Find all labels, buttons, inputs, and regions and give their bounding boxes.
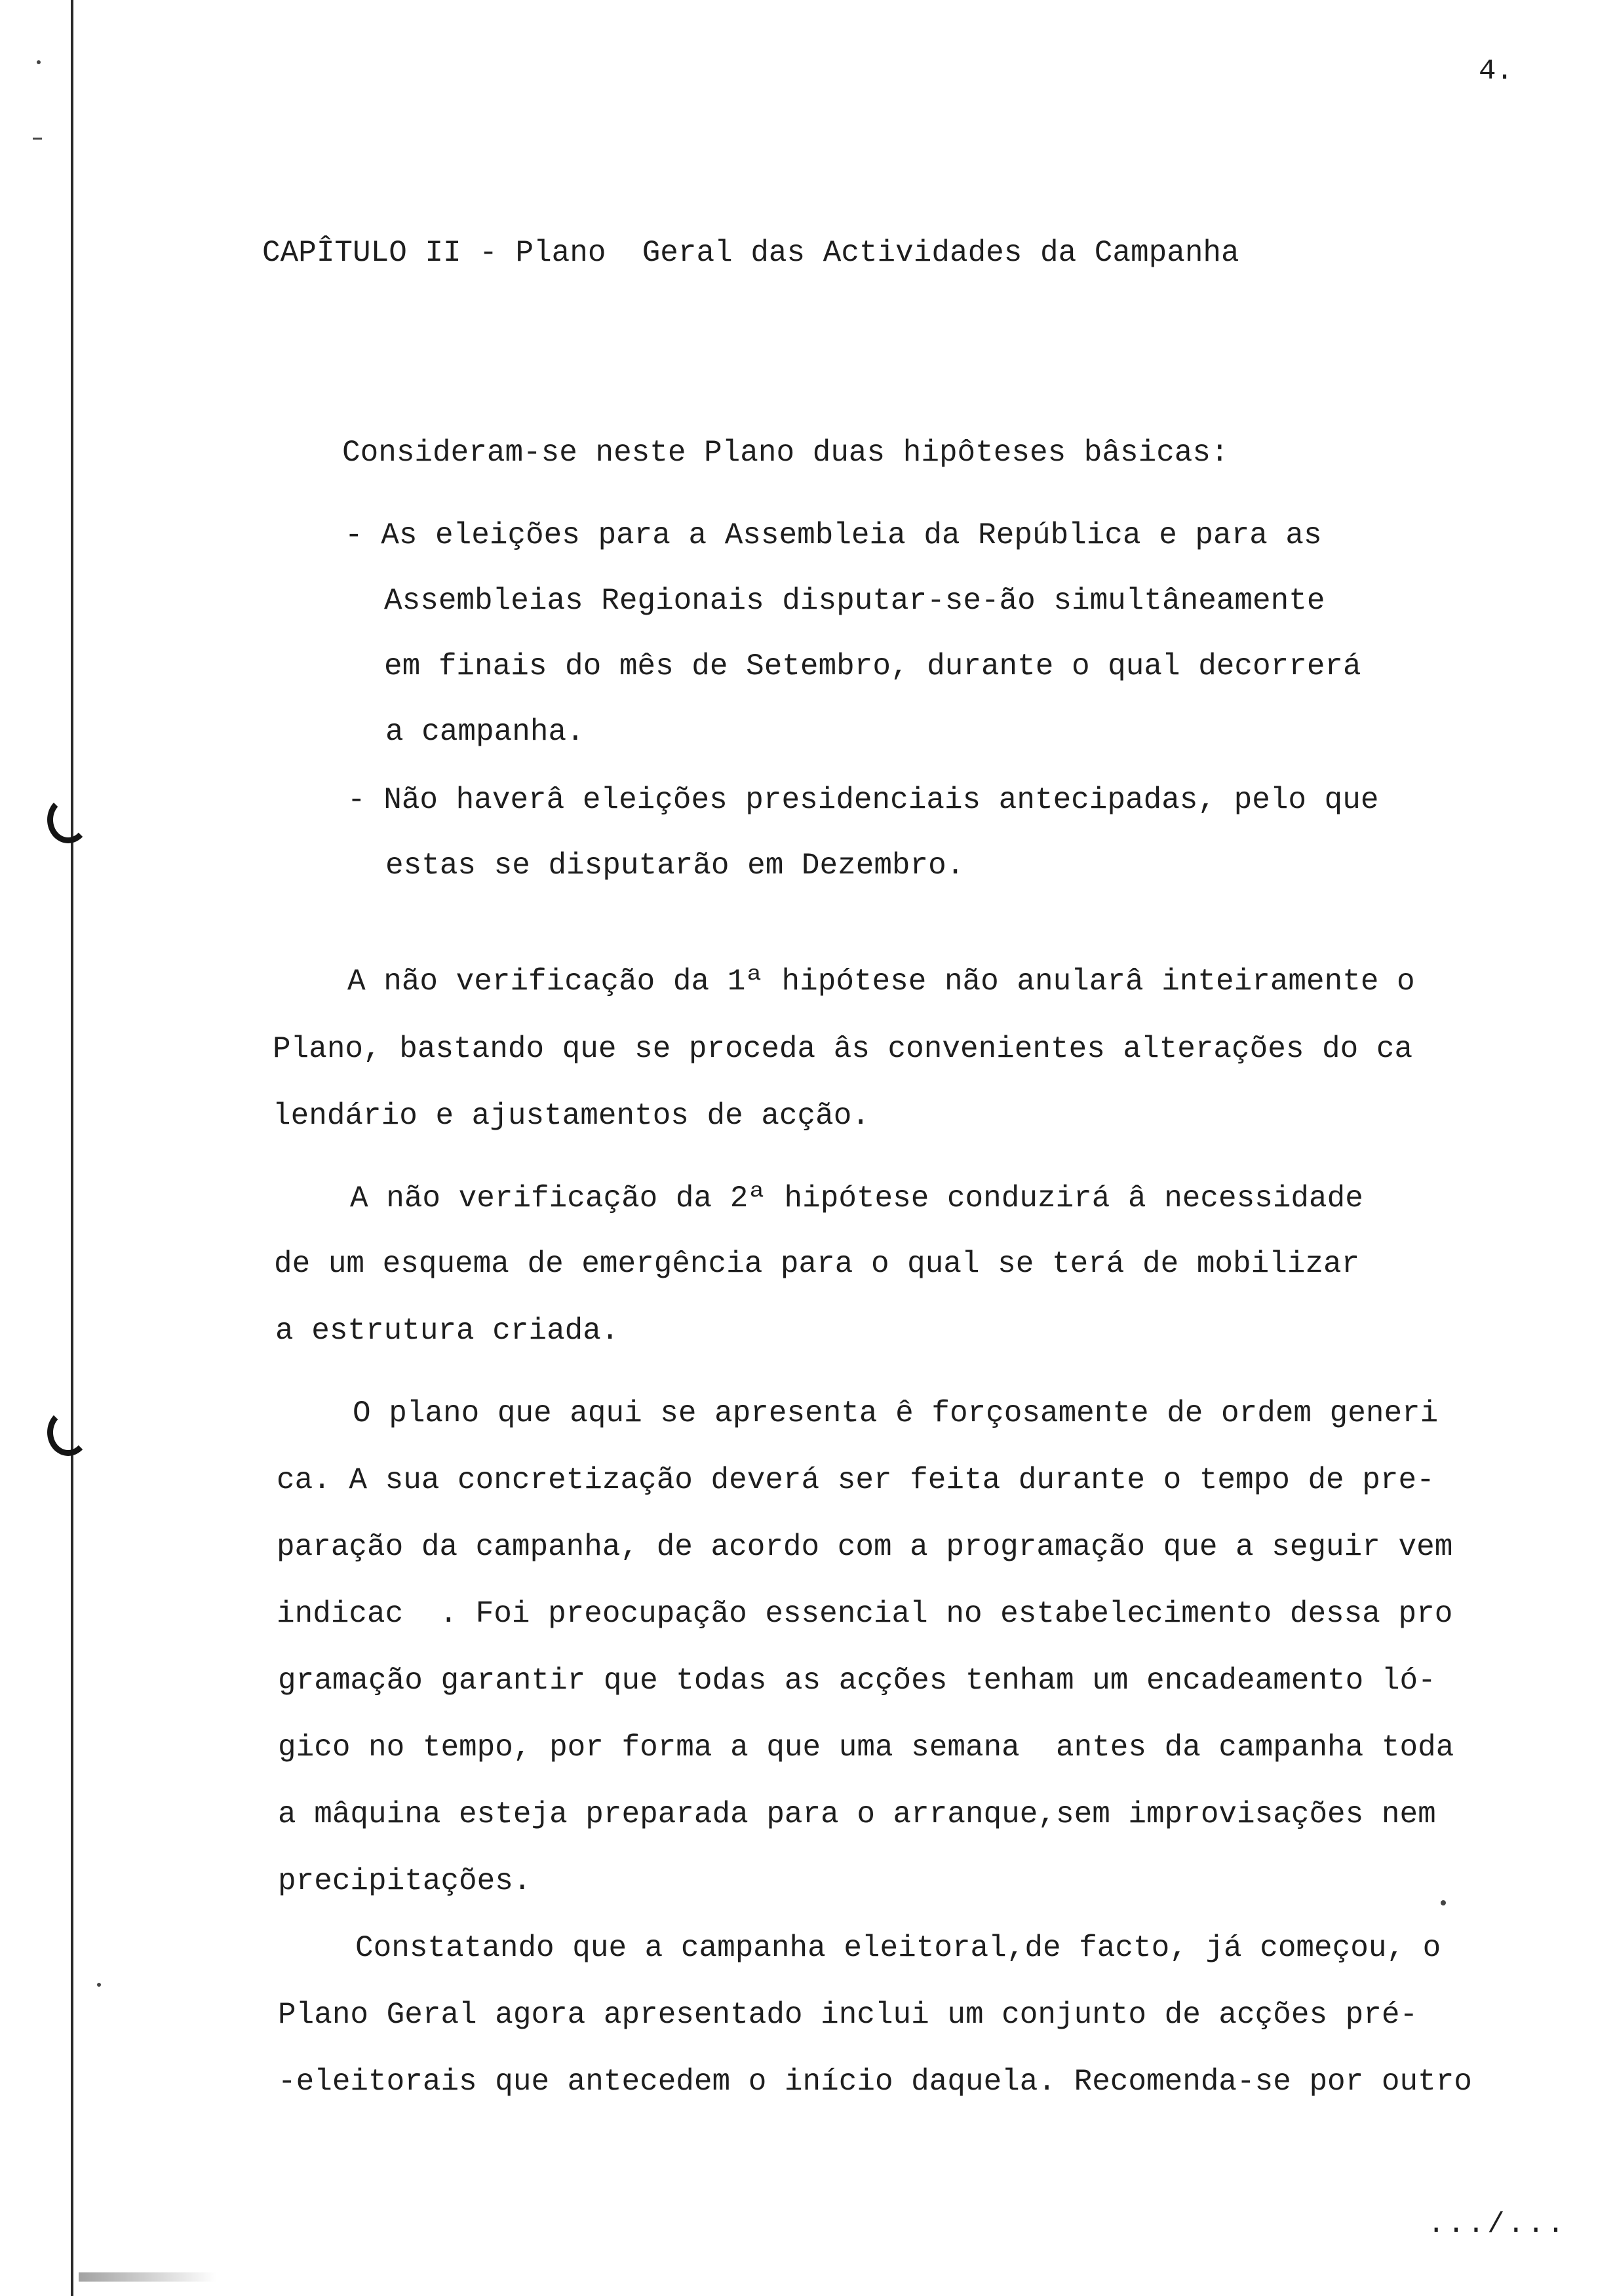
hypothesis-1-line: em finais do mês de Setembro, durante o qual decorrerá [384, 649, 1361, 683]
paragraph-3-line: gramação garantir que todas as acções tenham um encadeamento ló- [278, 1664, 1436, 1698]
hypothesis-1-line: a campanha. [385, 715, 585, 749]
paragraph-3-line: gico no tempo, por forma a que uma semana antes da campanha toda [278, 1731, 1454, 1765]
paragraph-3-line: O plano que aqui se apresenta ê forçosamente de ordem generi [353, 1396, 1439, 1430]
scan-speck [37, 60, 41, 64]
hypothesis-2-line: estas se disputarão em Dezembro. [385, 849, 965, 883]
paragraph-1-line: Plano, bastando que se proceda âs convenientes alterações do ca [273, 1032, 1413, 1066]
hypothesis-1-line: - As eleições para a Assembleia da República e para as [345, 518, 1322, 552]
paragraph-1-line: A não verificação da 1ª hipótese não anularâ inteiramente o [347, 965, 1415, 999]
punch-hole-mark [47, 1409, 89, 1456]
hypothesis-1-line: Assembleias Regionais disputar-se-ão simultâneamente [384, 584, 1325, 618]
paragraph-3-line: precipitações. [278, 1864, 532, 1898]
paragraph-4-line: Plano Geral agora apresentado inclui um conjunto de acções pré- [278, 1998, 1418, 2032]
page-number: 4. [1479, 55, 1513, 88]
paragraph-3-line: a mâquina esteja preparada para o arranque,sem improvisações nem [278, 1797, 1436, 1831]
intro-line: Consideram-se neste Plano duas hipôteses bâsicas: [342, 436, 1229, 470]
paragraph-4-line: Constatando que a campanha eleitoral,de facto, já começou, o [355, 1931, 1441, 1965]
paragraph-1-line: lendário e ajustamentos de acção. [273, 1099, 870, 1133]
paragraph-3-line: indicac . Foi preocupação essencial no estabelecimento dessa pro [277, 1597, 1453, 1631]
punch-hole-mark [47, 796, 89, 843]
paragraph-3-line: paração da campanha, de acordo com a programação que a seguir vem [277, 1530, 1453, 1564]
paragraph-2-line: a estrutura criada. [275, 1314, 619, 1348]
paragraph-4-line: -eleitorais que antecedem o início daquela. Recomenda-se por outro [278, 2065, 1472, 2099]
binder-edge [71, 0, 73, 2296]
scan-speck [33, 138, 42, 140]
scan-smudge [79, 2272, 216, 2282]
paragraph-2-line: de um esquema de emergência para o qual se terá de mobilizar [274, 1247, 1360, 1281]
scan-speck [97, 1983, 101, 1987]
chapter-title: CAPÎTULO II - Plano Geral das Actividades da Campanha [262, 236, 1239, 270]
continuation-mark: .../... [1428, 2208, 1567, 2241]
scan-speck [1441, 1900, 1446, 1905]
hypothesis-2-line: - Não haverâ eleições presidenciais antecipadas, pelo que [347, 783, 1379, 817]
paragraph-3-line: ca. A sua concretização deverá ser feita durante o tempo de pre- [277, 1463, 1435, 1497]
paragraph-2-line: A não verificação da 2ª hipótese conduzirá â necessidade [350, 1181, 1363, 1215]
